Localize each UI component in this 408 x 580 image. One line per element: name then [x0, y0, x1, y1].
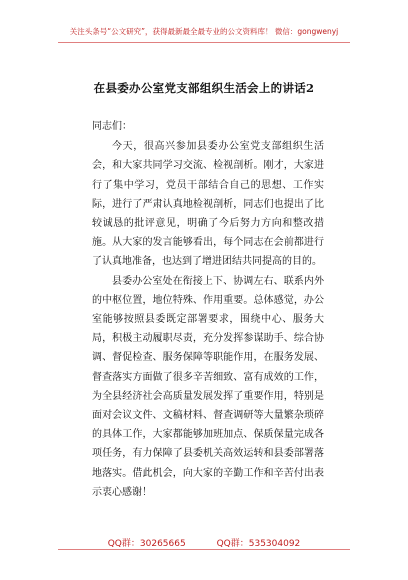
page-header: 关注头条号“公文研究”，获得最新最全最专业的公文资料库！ 微信：gongwenyj — [69, 27, 339, 36]
header-divider — [58, 42, 350, 43]
footer-divider — [58, 549, 350, 550]
document-title: 在县委办公室党支部组织生活会上的讲话2 — [93, 81, 315, 95]
footer-qq-group-2: QQ群：535304092 — [216, 539, 301, 549]
footer-qq-group-1: QQ群：30265665 — [107, 539, 186, 549]
page-footer — [0, 536, 408, 549]
document-body — [92, 117, 324, 502]
paragraph-1: 今天，很高兴参加县委办公室党支部组织生活会，和大家共同学习交流、检视剖析。刚才，大家进行了集中学习，党员干部结合自己的思想、工作实际，进行了严肃认真地检视剖析，同志们也提出了比较诚恳的批评意见，明确了今后努力方向和整改措施。从大家的发言能够看出，每个同志在会前都进行了认真地准备，也达到了增进团结共同提高的目的。 — [92, 141, 324, 268]
salutation: 同志们： — [92, 121, 132, 132]
paragraph-2: 县委办公室处在衔接上下、协调左右、联系内外的中枢位置，地位特殊、作用重要。总体感觉，办公室能够按照县委既定部署要求，围绕中心、服务大局，积极主动履职尽责，充分发挥参谋助手、综合协调、督促检查、服务保障等职能作用，在服务发展、督查落实方面做了很多辛苦细致、富有成效的工作，为全县经济社会高质量发展发挥了重要作用，特别是面对会议文件、文稿材料、督查调研等大量繁杂琐碎的具体工作，大家都能够加班加点、保质保量完成各项任务，有力保障了县委机关高效运转和县委部署落地落实。借此机会，向大家的辛勤工作和辛苦付出表示衷心感谢！ — [92, 275, 324, 498]
